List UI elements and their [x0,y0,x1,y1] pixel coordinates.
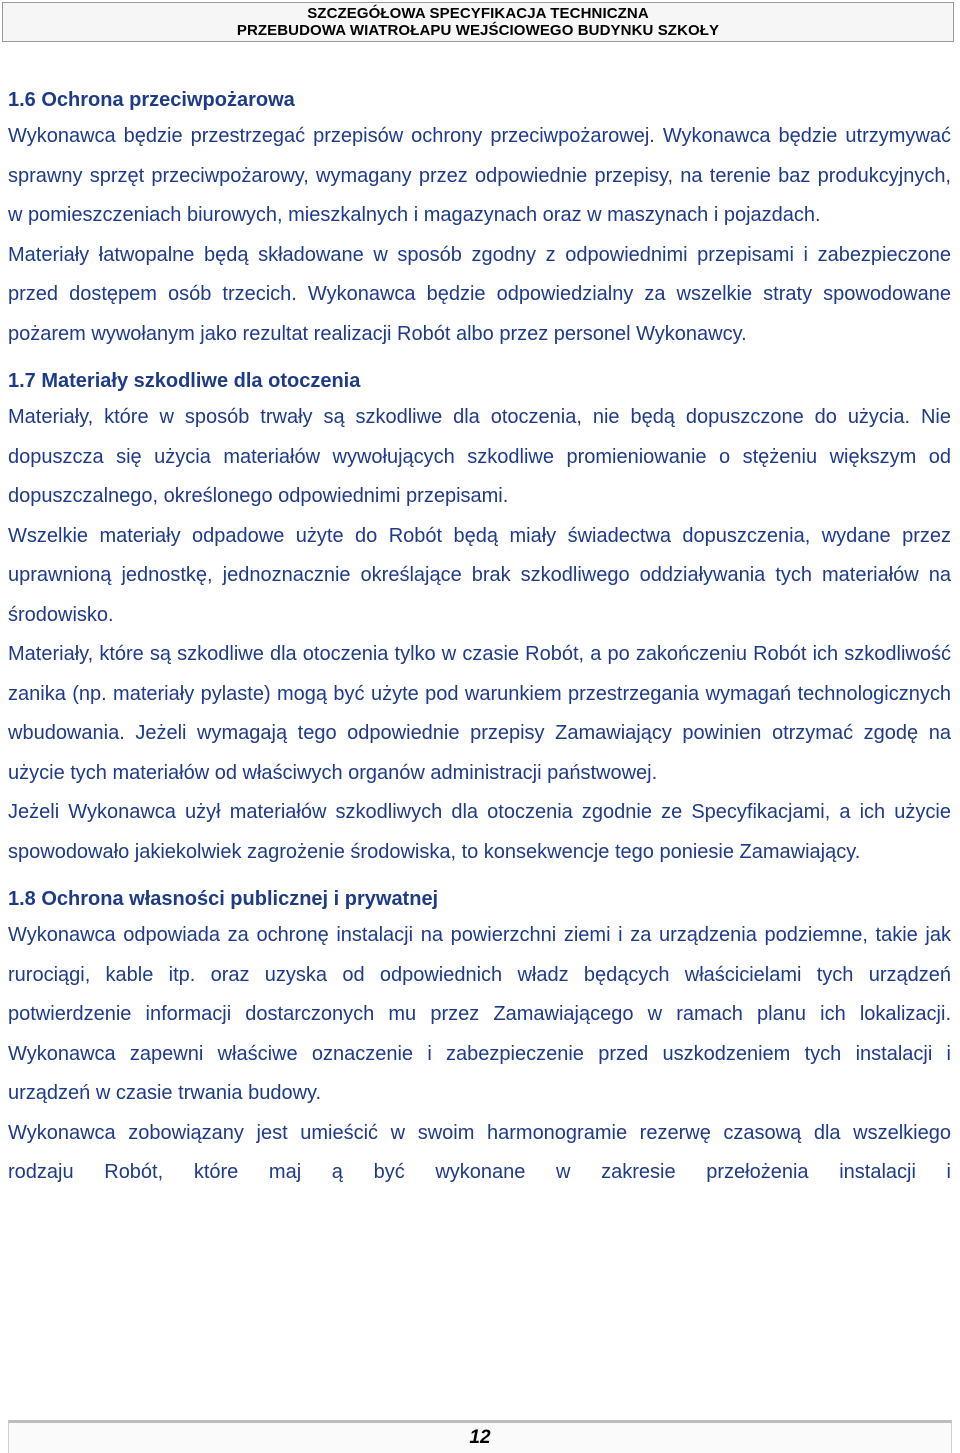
paragraph: Wykonawca odpowiada za ochronę instalacji na powierzchni ziemi i za urządzenia podziemne, takie jak rurociągi, kable itp. oraz uzyska od odpowiednich władz będących właścicielami tych urządzeń potwierdzenie informacji dostarczonych mu przez Zamawiającego w ramach planu ich lokalizacji. Wykonawca zapewni właściwe oznaczenie i zabezpieczenie przed uszkodzeniem tych instalacji i urządzeń w czasie trwania budowy. [8,924,951,1104]
paragraph: Wykonawca zobowiązany jest umieścić w swoim harmonogramie rezerwę czasową dla wszelkiego rodzaju Robót, które maj ą być wykonane w zakresie przełożenia instalacji i [8,1121,951,1183]
paragraph: Materiały łatwopalne będą składowane w sposób zgodny z odpowiednimi przepisami i zabezpieczone przed dostępem osób trzecich. Wykonawca będzie odpowiedzialny za wszelkie straty spowodowane pożarem wywołanym jako rezultat realizacji Robót albo przez personel Wykonawcy. [8,243,951,345]
paragraph: Wykonawca będzie przestrzegać przepisów ochrony przeciwpożarowej. Wykonawca będzie utrzymywać sprawny sprzęt przeciwpożarowy, wymagany przez odpowiednie przepisy, na terenie baz produkcyjnych, w pomieszczeniach biurowych, mieszkalnych i magazynach oraz w maszynach i pojazdach. [8,125,951,226]
page-header [2,2,954,42]
header-title: SZCZEGÓŁOWA SPECYFIKACJA TECHNICZNA [307,5,649,22]
page-number: 12 [469,1427,491,1448]
paragraph: Materiały, które w sposób trwały są szkodliwe dla otoczenia, nie będą dopuszczone do użycia. Nie dopuszcza się użycia materiałów wywołujących szkodliwe promieniowanie o stężeniu większym od dopuszczalnego, określonego odpowiednimi przepisami. [8,406,951,507]
section-heading-1-7: 1.7 Materiały szkodliwe dla otoczenia [8,370,361,392]
section-heading-1-6: 1.6 Ochrona przeciwpożarowa [8,89,295,111]
paragraph: Jeżeli Wykonawca użył materiałów szkodliwych dla otoczenia zgodnie ze Specyfikacjami, a ich użycie spowodowało jakiekolwiek zagrożenie środowiska, to konsekwencje tego poniesie Zamawiający. [8,801,951,863]
document-body [8,85,951,1193]
header-subtitle: PRZEBUDOWA WIATROŁAPU WEJŚCIOWEGO BUDYNKU SZKOŁY [236,22,720,39]
page-footer [8,1420,952,1453]
section-heading-1-8: 1.8 Ochrona własności publicznej i prywatnej [8,888,439,910]
paragraph: Wszelkie materiały odpadowe użyte do Robót będą miały świadectwa dopuszczenia, wydane przez uprawnioną jednostkę, jednoznacznie określające brak szkodliwego oddziaływania tych materiałów na środowisko. [8,524,951,626]
paragraph: Materiały, które są szkodliwe dla otoczenia tylko w czasie Robót, a po zakończeniu Robót ich szkodliwość zanika (np. materiały pylaste) mogą być użyte pod warunkiem przestrzegania wymagań technologicznych wbudowania. Jeżeli wymagają tego odpowiednie przepisy Zamawiający powinien otrzymać zgodę na użycie tych materiałów od właściwych organów administracji państwowej. [8,643,951,784]
